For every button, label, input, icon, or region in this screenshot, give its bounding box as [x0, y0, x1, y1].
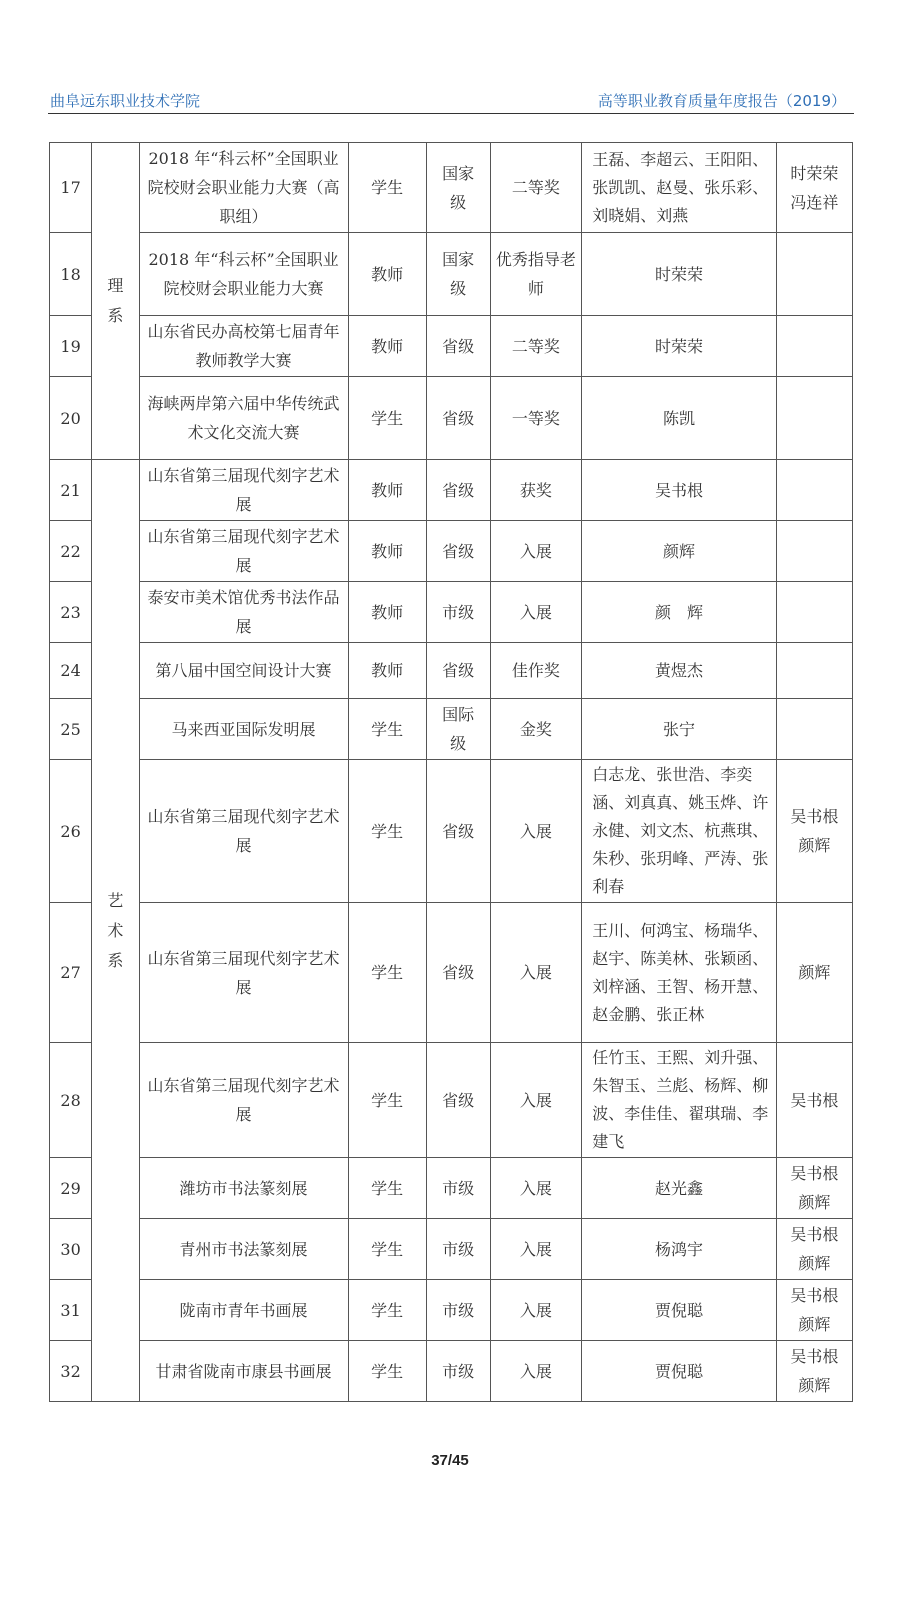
award-grade: 入展	[490, 1280, 582, 1341]
award-level: 市级	[426, 1158, 490, 1219]
participant-type: 学生	[348, 1219, 426, 1280]
event-name: 马来西亚国际发明展	[139, 699, 348, 760]
header-divider	[48, 113, 854, 114]
row-number: 28	[50, 1043, 92, 1158]
row-number: 24	[50, 643, 92, 699]
row-number: 22	[50, 521, 92, 582]
advisor-names	[776, 521, 852, 582]
advisor-names	[776, 233, 852, 316]
award-level: 国家 级	[426, 143, 490, 233]
event-name: 山东省第三届现代刻字艺术展	[139, 521, 348, 582]
award-grade: 二等奖	[490, 143, 582, 233]
row-number: 25	[50, 699, 92, 760]
winner-names: 颜 辉	[582, 582, 777, 643]
award-level: 省级	[426, 643, 490, 699]
winner-names: 时荣荣	[582, 233, 777, 316]
advisor-names: 吴书根 颜辉	[776, 760, 852, 903]
winner-names: 任竹玉、王熙、刘升强、朱智玉、兰彪、杨辉、柳波、李佳佳、翟琪瑞、李建飞	[582, 1043, 777, 1158]
award-grade: 入展	[490, 1341, 582, 1402]
award-level: 省级	[426, 316, 490, 377]
row-number: 27	[50, 903, 92, 1043]
participant-type: 教师	[348, 643, 426, 699]
participant-type: 学生	[348, 903, 426, 1043]
winner-names: 陈凯	[582, 377, 777, 460]
department-cell: 艺 术 系	[92, 460, 139, 1402]
row-number: 23	[50, 582, 92, 643]
award-grade: 入展	[490, 760, 582, 903]
table-row	[50, 233, 853, 316]
award-grade: 佳作奖	[490, 643, 582, 699]
award-level: 省级	[426, 903, 490, 1043]
row-number: 32	[50, 1341, 92, 1402]
participant-type: 教师	[348, 582, 426, 643]
table-row	[50, 1158, 853, 1219]
award-level: 省级	[426, 521, 490, 582]
award-level: 市级	[426, 582, 490, 643]
row-number: 19	[50, 316, 92, 377]
table-row	[50, 1043, 853, 1158]
table-row	[50, 460, 853, 521]
winner-names: 张宁	[582, 699, 777, 760]
table-row	[50, 643, 853, 699]
award-grade: 入展	[490, 1219, 582, 1280]
award-grade: 获奖	[490, 460, 582, 521]
participant-type: 学生	[348, 377, 426, 460]
event-name: 陇南市青年书画展	[139, 1280, 348, 1341]
award-grade: 一等奖	[490, 377, 582, 460]
page-number: 37/45	[431, 1452, 469, 1469]
winner-names: 白志龙、张世浩、李奕涵、刘真真、姚玉烨、许永健、刘文杰、杭燕琪、朱秒、张玥峰、严涛、张利春	[582, 760, 777, 903]
participant-type: 教师	[348, 316, 426, 377]
winner-names: 杨鸿宇	[582, 1219, 777, 1280]
participant-type: 学生	[348, 1043, 426, 1158]
advisor-names	[776, 377, 852, 460]
row-number: 29	[50, 1158, 92, 1219]
advisor-names: 吴书根 颜辉	[776, 1280, 852, 1341]
event-name: 青州市书法篆刻展	[139, 1219, 348, 1280]
participant-type: 学生	[348, 143, 426, 233]
participant-type: 教师	[348, 233, 426, 316]
table-row	[50, 143, 853, 233]
award-level: 省级	[426, 760, 490, 903]
advisor-names: 吴书根 颜辉	[776, 1341, 852, 1402]
row-number: 26	[50, 760, 92, 903]
table-row	[50, 316, 853, 377]
winner-names: 赵光鑫	[582, 1158, 777, 1219]
row-number: 31	[50, 1280, 92, 1341]
table-row	[50, 903, 853, 1043]
winner-names: 王磊、李超云、王阳阳、张凯凯、赵曼、张乐彩、刘晓娟、刘燕	[582, 143, 777, 233]
row-number: 18	[50, 233, 92, 316]
table-row	[50, 699, 853, 760]
event-name: 甘肃省陇南市康县书画展	[139, 1341, 348, 1402]
award-grade: 入展	[490, 582, 582, 643]
event-name: 潍坊市书法篆刻展	[139, 1158, 348, 1219]
award-grade: 入展	[490, 903, 582, 1043]
participant-type: 学生	[348, 1341, 426, 1402]
award-grade: 优秀指导老师	[490, 233, 582, 316]
event-name: 2018 年“科云杯”全国职业院校财会职业能力大赛	[139, 233, 348, 316]
event-name: 山东省第三届现代刻字艺术展	[139, 760, 348, 903]
event-name: 山东省第三届现代刻字艺术展	[139, 1043, 348, 1158]
winner-names: 黄煜杰	[582, 643, 777, 699]
winner-names: 吴书根	[582, 460, 777, 521]
participant-type: 学生	[348, 699, 426, 760]
winner-names: 贾倪聪	[582, 1341, 777, 1402]
advisor-names	[776, 316, 852, 377]
award-grade: 入展	[490, 521, 582, 582]
advisor-names: 时荣荣 冯连祥	[776, 143, 852, 233]
winner-names: 贾倪聪	[582, 1280, 777, 1341]
event-name: 山东省第三届现代刻字艺术展	[139, 460, 348, 521]
table-row	[50, 1341, 853, 1402]
event-name: 第八届中国空间设计大赛	[139, 643, 348, 699]
department-cell: 理 系	[92, 143, 139, 460]
event-name: 海峡两岸第六届中华传统武术文化交流大赛	[139, 377, 348, 460]
participant-type: 教师	[348, 460, 426, 521]
table-row	[50, 582, 853, 643]
winner-names: 时荣荣	[582, 316, 777, 377]
table-row	[50, 377, 853, 460]
award-level: 市级	[426, 1219, 490, 1280]
award-grade: 入展	[490, 1158, 582, 1219]
row-number: 17	[50, 143, 92, 233]
award-level: 国际 级	[426, 699, 490, 760]
table-row	[50, 521, 853, 582]
row-number: 21	[50, 460, 92, 521]
event-name: 泰安市美术馆优秀书法作品展	[139, 582, 348, 643]
advisor-names	[776, 460, 852, 521]
award-level: 市级	[426, 1280, 490, 1341]
award-level: 国家 级	[426, 233, 490, 316]
participant-type: 学生	[348, 760, 426, 903]
advisor-names: 吴书根	[776, 1043, 852, 1158]
award-grade: 金奖	[490, 699, 582, 760]
award-grade: 二等奖	[490, 316, 582, 377]
school-name: 曲阜远东职业技术学院	[50, 92, 201, 110]
award-grade: 入展	[490, 1043, 582, 1158]
award-level: 省级	[426, 460, 490, 521]
award-level: 市级	[426, 1341, 490, 1402]
event-name: 山东省民办高校第七届青年教师教学大赛	[139, 316, 348, 377]
advisor-names	[776, 643, 852, 699]
participant-type: 学生	[348, 1280, 426, 1341]
row-number: 30	[50, 1219, 92, 1280]
advisor-names: 颜辉	[776, 903, 852, 1043]
table-row	[50, 1219, 853, 1280]
event-name: 2018 年“科云杯”全国职业院校财会职业能力大赛（高职组）	[139, 143, 348, 233]
row-number: 20	[50, 377, 92, 460]
advisor-names: 吴书根 颜辉	[776, 1219, 852, 1280]
award-level: 省级	[426, 377, 490, 460]
report-title: 高等职业教育质量年度报告（2019）	[597, 92, 846, 110]
participant-type: 教师	[348, 521, 426, 582]
participant-type: 学生	[348, 1158, 426, 1219]
awards-table	[49, 142, 853, 1402]
table-row	[50, 760, 853, 903]
winner-names: 颜辉	[582, 521, 777, 582]
advisor-names: 吴书根 颜辉	[776, 1158, 852, 1219]
table-row	[50, 1280, 853, 1341]
event-name: 山东省第三届现代刻字艺术展	[139, 903, 348, 1043]
advisor-names	[776, 582, 852, 643]
winner-names: 王川、何鸿宝、杨瑞华、赵宇、陈美林、张颖函、刘梓涵、王智、杨开慧、赵金鹏、张正林	[582, 903, 777, 1043]
award-level: 省级	[426, 1043, 490, 1158]
advisor-names	[776, 699, 852, 760]
